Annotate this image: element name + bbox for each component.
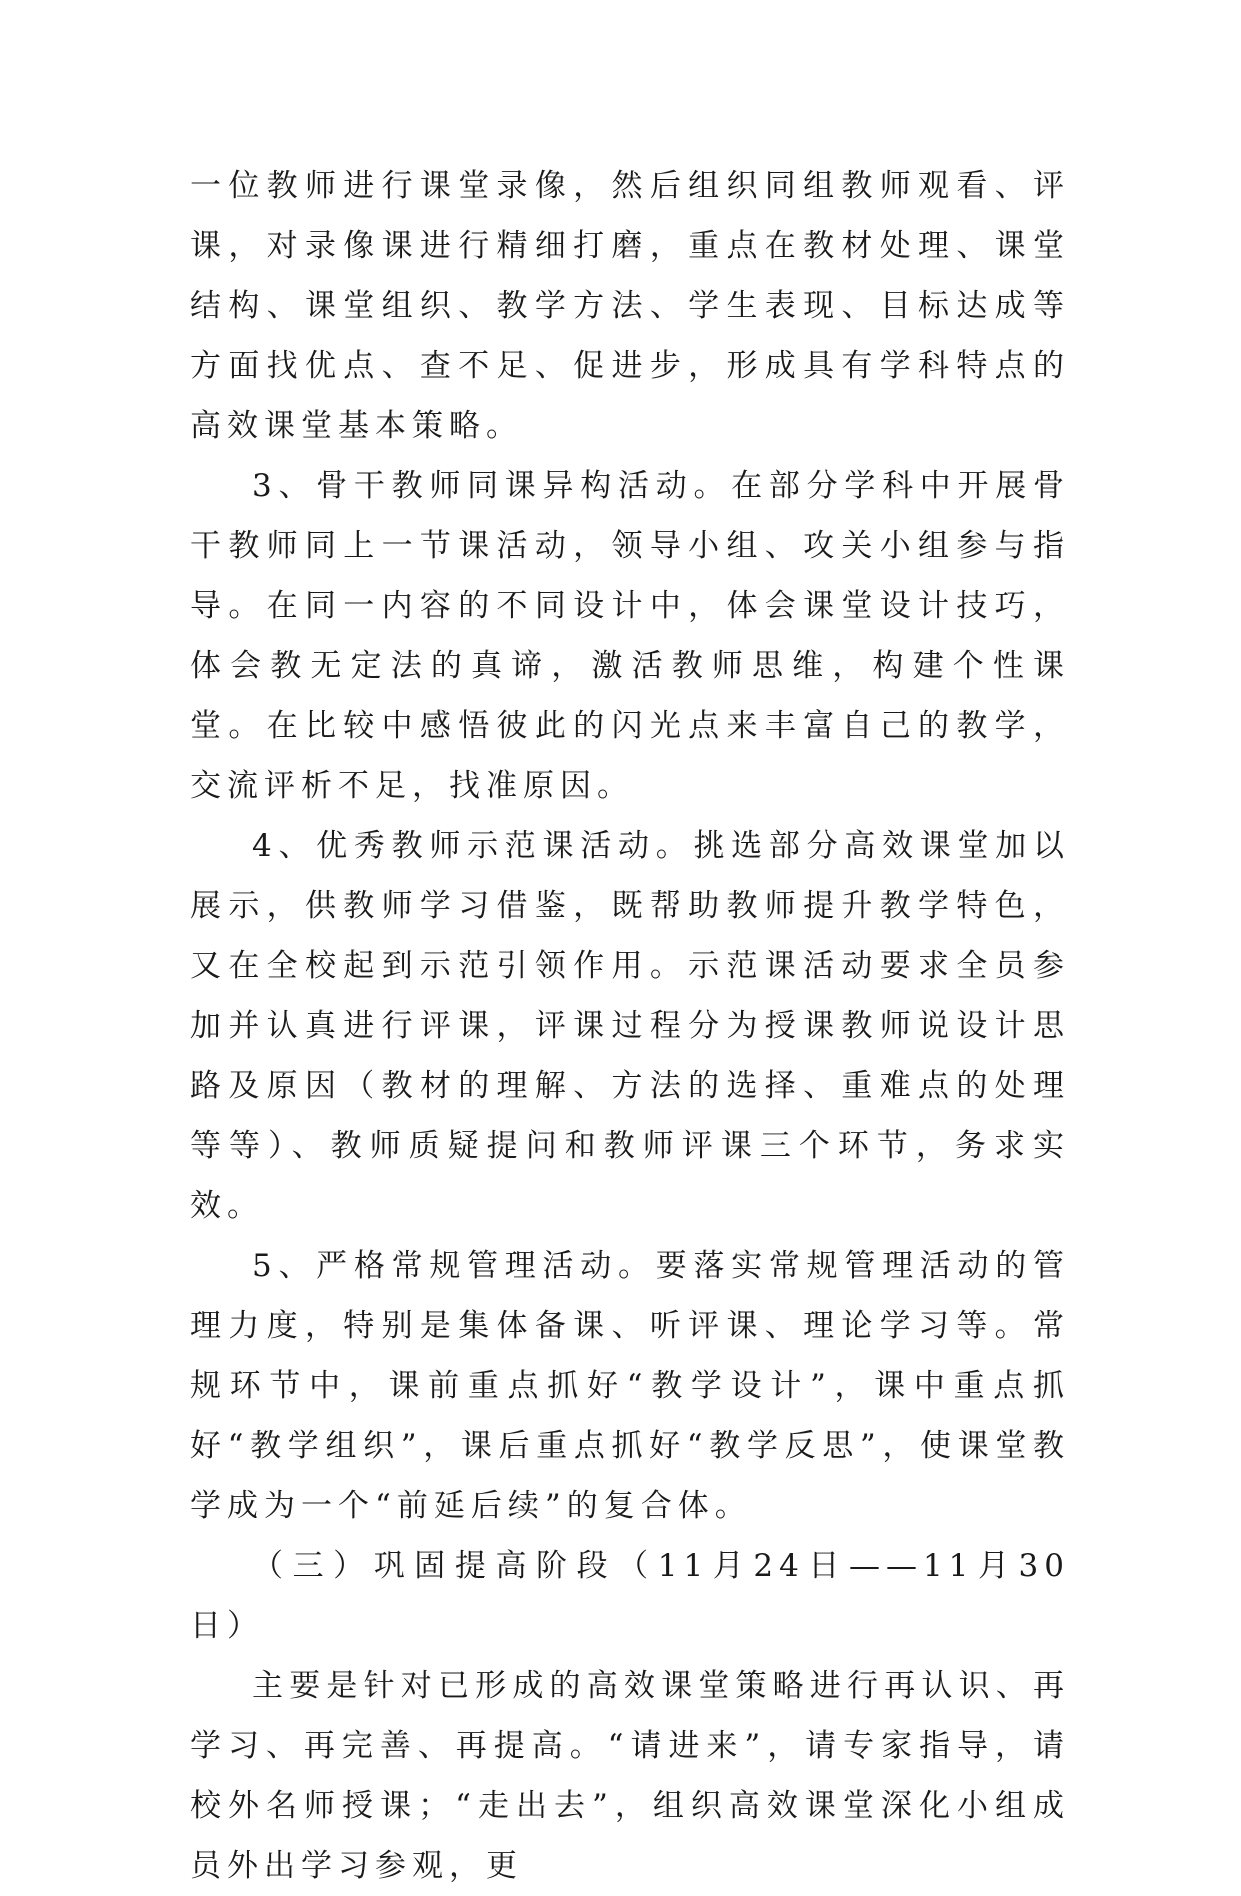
- paragraph-routine-management: 5、严格常规管理活动。要落实常规管理活动的管理力度，特别是集体备课、听评课、理论学习等。常规环节中，课前重点抓好“教学设计”，课中重点抓好“教学组织”，课后重点抓好“教学反思”，使课堂教学成为一个“前延后续”的复合体。: [190, 1248, 1070, 1524]
- paragraph-consolidation-description: 主要是针对已形成的高效课堂策略进行再认识、再学习、再完善、再提高。“请进来”，请专家指导，请校外名师授课；“走出去”，组织高效课堂深化小组成员外出学习参观，更: [190, 1668, 1070, 1884]
- section-heading-consolidation-stage: （三）巩固提高阶段（11月24日——11月30日）: [190, 1548, 1070, 1644]
- paragraph-continuation: 一位教师进行课堂录像，然后组织同组教师观看、评课，对录像课进行精细打磨，重点在教材处理、课堂结构、课堂组织、教学方法、学生表现、目标达成等方面找优点、查不足、促进步，形成具有学科特点的高效课堂基本策略。: [190, 168, 1070, 444]
- document-body: [190, 156, 1070, 1896]
- paragraph-backbone-teacher-activity: 3、骨干教师同课异构活动。在部分学科中开展骨干教师同上一节课活动，领导小组、攻关小组参与指导。在同一内容的不同设计中，体会课堂设计技巧，体会教无定法的真谛，激活教师思维，构建个性课堂。在比较中感悟彼此的闪光点来丰富自己的教学，交流评析不足，找准原因。: [190, 468, 1070, 804]
- paragraph-model-lesson-activity: 4、优秀教师示范课活动。挑选部分高效课堂加以展示，供教师学习借鉴，既帮助教师提升教学特色，又在全校起到示范引领作用。示范课活动要求全员参加并认真进行评课，评课过程分为授课教师说设计思路及原因（教材的理解、方法的选择、重难点的处理等等）、教师质疑提问和教师评课三个环节，务求实效。: [190, 828, 1070, 1224]
